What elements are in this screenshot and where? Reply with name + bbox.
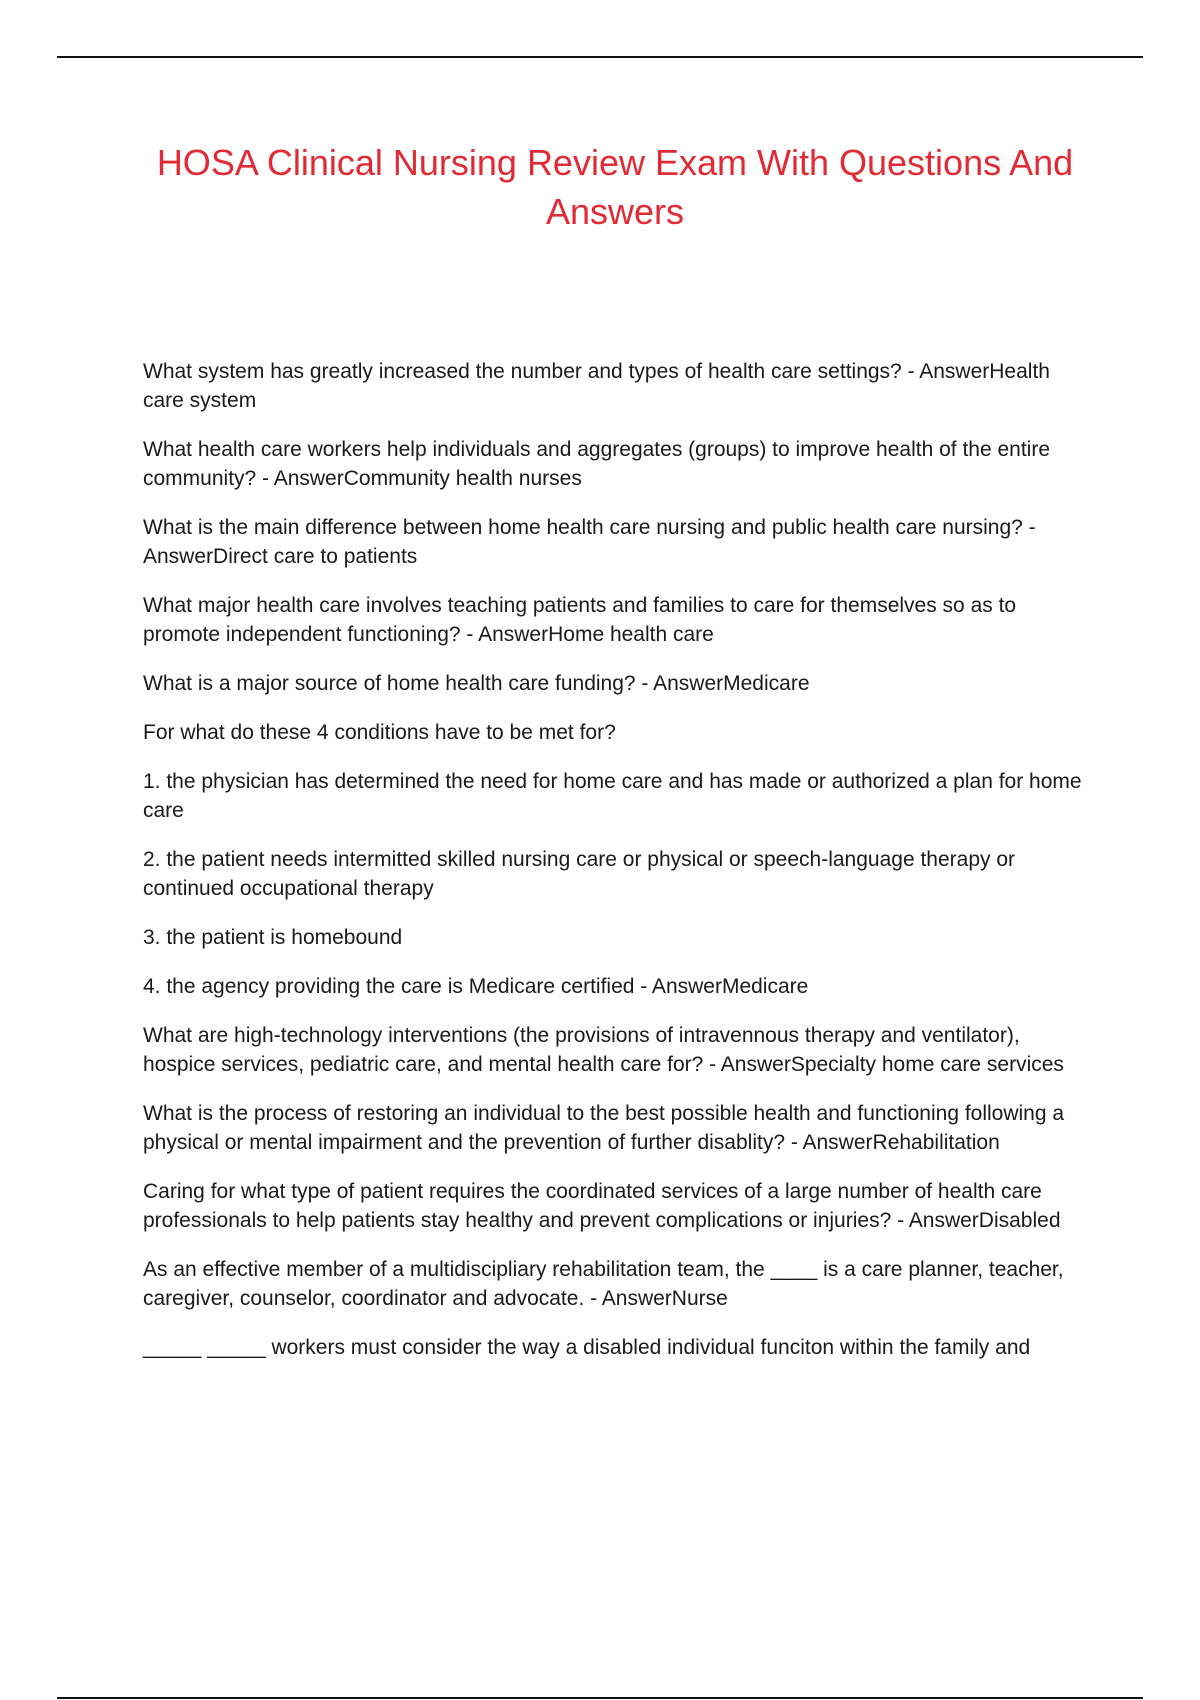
paragraph: What is the main difference between home health care nursing and public health care nursing? - AnswerDirect care to patients — [143, 516, 1036, 568]
paragraph: Caring for what type of patient requires the coordinated services of a large number of health care professionals to help patients stay healthy and prevent complications or injuries? - AnswerDisabled — [143, 1180, 1061, 1232]
document-body — [143, 357, 1093, 1382]
paragraph: What major health care involves teaching patients and families to care for themselves so as to promote independent functioning? - AnswerHome health care — [143, 594, 1017, 646]
paragraph: As an effective member of a multidiscipliary rehabilitation team, the ____ is a care planner, teacher, caregiver, counselor, coordinator and advocate. - AnswerNurse — [143, 1258, 1064, 1310]
paragraph: For what do these 4 conditions have to be met for? — [143, 721, 616, 744]
list-item: 1. the physician has determined the need for home care and has made or authorized a plan for home care — [143, 770, 1082, 822]
paragraph: What is the process of restoring an individual to the best possible health and functioning following a physical or mental impairment and the prevention of further disablity? - AnswerRehabilitation — [143, 1102, 1065, 1154]
paragraph: What is a major source of home health care funding? - AnswerMedicare — [143, 672, 810, 695]
paragraph: _____ _____ workers must consider the way a disabled individual funciton within the family and — [143, 1336, 1031, 1359]
document-title: HOSA Clinical Nursing Review Exam With Questions And Answers — [156, 142, 1074, 232]
list-item: 3. the patient is homebound — [143, 926, 403, 949]
footer-rule — [57, 1697, 1143, 1699]
header-rule — [57, 56, 1143, 58]
paragraph: What system has greatly increased the number and types of health care settings? - AnswerHealth care system — [143, 360, 1050, 412]
list-item: 4. the agency providing the care is Medicare certified - AnswerMedicare — [143, 975, 809, 998]
paragraph: What are high-technology interventions (the provisions of intravennous therapy and ventilator), hospice services, pediatric care, and mental health care for? - AnswerSpecialty home care services — [143, 1024, 1064, 1076]
list-item: 2. the patient needs intermitted skilled nursing care or physical or speech-language therapy or continued occupational therapy — [143, 848, 1016, 900]
paragraph: What health care workers help individuals and aggregates (groups) to improve health of the entire community? - AnswerCommunity health nurses — [143, 438, 1051, 490]
